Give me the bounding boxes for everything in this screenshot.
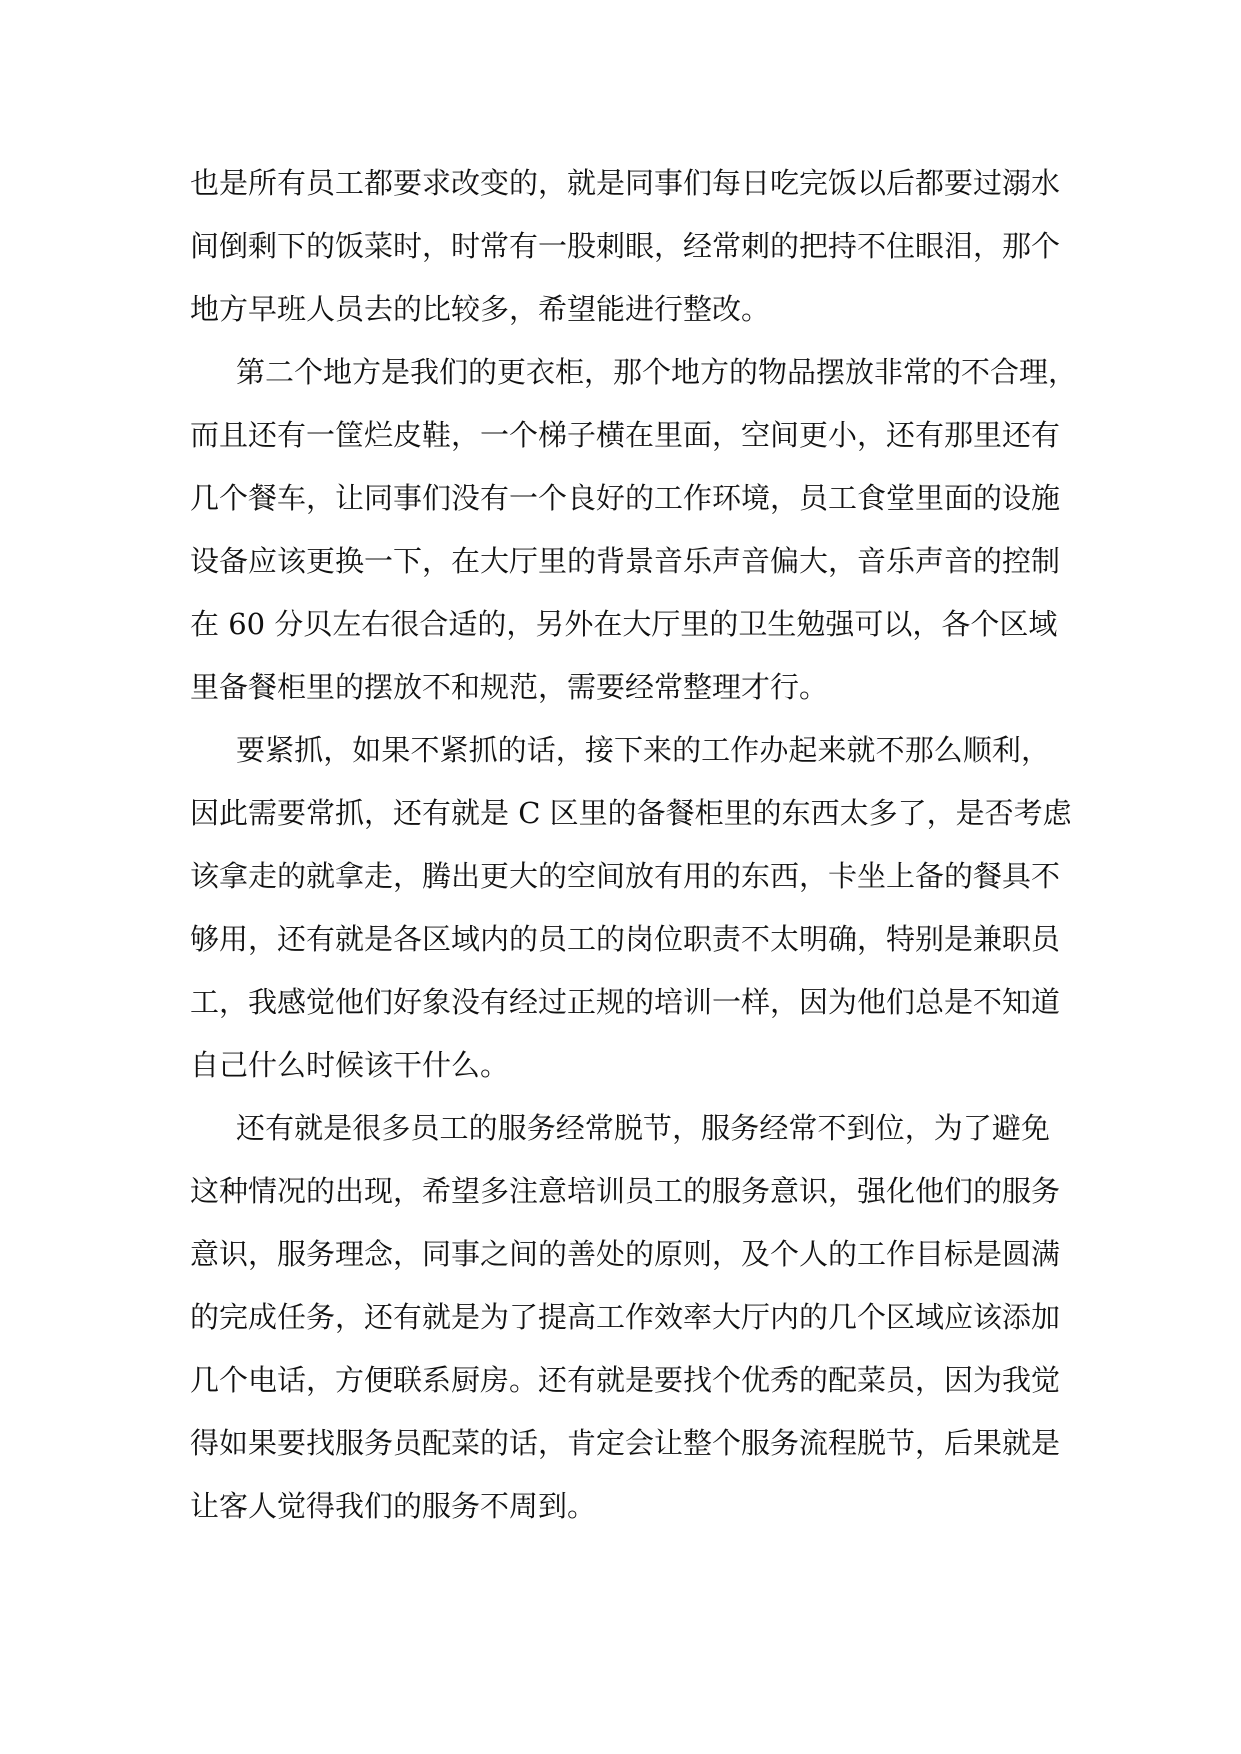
text-line: 让客人觉得我们的服务不周到。 <box>190 1489 597 1523</box>
text-line: 还有就是很多员工的服务经常脱节，服务经常不到位，为了避免 <box>236 1111 1050 1145</box>
text-line: 因此需要常抓，还有就是 C 区里的备餐柜里的东西太多了，是否考虑 <box>190 796 1072 830</box>
text-line: 意识，服务理念，同事之间的善处的原则，及个人的工作目标是圆满 <box>190 1237 1061 1271</box>
text-line: 设备应该更换一下，在大厅里的背景音乐声音偏大，音乐声音的控制 <box>190 544 1061 578</box>
text-line: 该拿走的就拿走，腾出更大的空间放有用的东西，卡坐上备的餐具不 <box>190 859 1061 893</box>
text-line: 得如果要找服务员配菜的话，肯定会让整个服务流程脱节，后果就是 <box>190 1426 1061 1460</box>
text-line: 的完成任务，还有就是为了提高工作效率大厅内的几个区域应该添加 <box>190 1300 1061 1334</box>
text-line: 自己什么时候该干什么。 <box>190 1048 510 1082</box>
text-line: 几个电话，方便联系厨房。还有就是要找个优秀的配菜员，因为我觉 <box>190 1363 1061 1397</box>
text-line: 第二个地方是我们的更衣柜，那个地方的物品摆放非常的不合理， <box>236 355 1078 389</box>
text-line: 在 60 分贝左右很合适的，另外在大厅里的卫生勉强可以，各个区域 <box>190 607 1058 641</box>
text-line: 间倒剩下的饭菜时，时常有一股刺眼，经常刺的把持不住眼泪，那个 <box>190 229 1061 263</box>
text-line: 这种情况的出现，希望多注意培训员工的服务意识，强化他们的服务 <box>190 1174 1061 1208</box>
text-line: 而且还有一筐烂皮鞋，一个梯子横在里面，空间更小，还有那里还有 <box>190 418 1061 452</box>
text-line: 也是所有员工都要求改变的，就是同事们每日吃完饭以后都要过溺水 <box>190 166 1061 200</box>
text-line: 几个餐车，让同事们没有一个良好的工作环境，员工食堂里面的设施 <box>190 481 1061 515</box>
text-line: 地方早班人员去的比较多，希望能进行整改。 <box>190 292 771 326</box>
text-line: 要紧抓，如果不紧抓的话，接下来的工作办起来就不那么顺利， <box>236 733 1050 767</box>
text-line: 工，我感觉他们好象没有经过正规的培训一样，因为他们总是不知道 <box>190 985 1061 1019</box>
text-line: 里备餐柜里的摆放不和规范，需要经常整理才行。 <box>190 670 829 704</box>
body-text <box>190 152 1078 1538</box>
text-line: 够用，还有就是各区域内的员工的岗位职责不太明确，特别是兼职员 <box>190 922 1061 956</box>
